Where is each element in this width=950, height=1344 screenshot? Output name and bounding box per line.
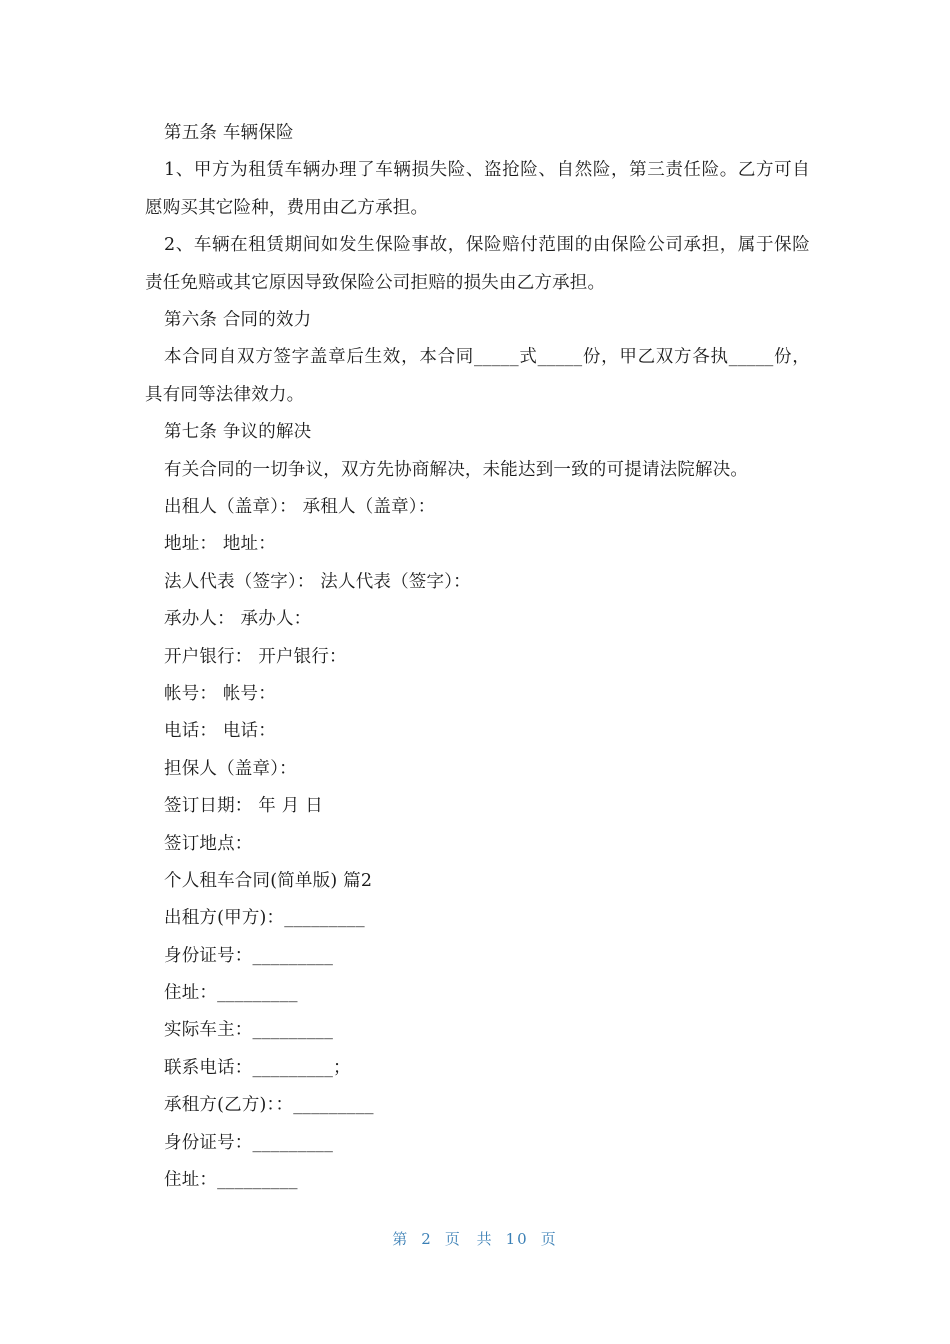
signature-account: 帐号： 帐号： (164, 683, 276, 704)
signature-phone: 电话： 电话： (164, 721, 276, 742)
article-5-heading: 第五条 车辆保险 (164, 123, 294, 143)
lessee-address-field: 住址：_________ (164, 1170, 298, 1191)
footer-total-pages: 10 (505, 1230, 529, 1248)
article-7-body: 有关合同的一切争议，双方先协商解决，未能达到一致的可提请法院解决。 (164, 459, 749, 480)
footer-current-page: 2 (421, 1230, 433, 1248)
footer-suffix: 页 (540, 1230, 558, 1248)
article-6-body: 本合同自双方签字盖章后生效，本合同_____式_____份，甲乙双方各执_____份，具有同等法律效力。 (145, 347, 810, 405)
signature-handler: 承办人： 承办人： (164, 609, 312, 630)
lessor-field: 出租方(甲方)：_________ (164, 908, 365, 929)
signature-date: 签订日期： 年 月 日 (164, 796, 323, 817)
document-body (145, 115, 810, 1199)
article-7-heading: 第七条 争议的解决 (164, 422, 312, 443)
lessee-field: 承租方(乙方)：：_________ (164, 1095, 374, 1116)
contract-2-title: 个人租车合同(简单版) 篇2 (164, 870, 373, 891)
article-5-clause-2: 2、车辆在租赁期间如发生保险事故，保险赔付范围的由保险公司承担，属于保险责任免赔或其它原因导致保险公司拒赔的损失由乙方承担。 (145, 235, 810, 293)
signature-bank: 开户银行： 开户银行： (164, 646, 347, 667)
signature-address: 地址： 地址： (164, 534, 276, 555)
footer-middle: 页 共 (444, 1230, 494, 1248)
signature-lessor-lessee: 出租人（盖章）： 承租人（盖章）： (164, 497, 436, 517)
lessee-id-field: 身份证号：_________ (164, 1132, 334, 1153)
signature-guarantor: 担保人（盖章）： (164, 758, 297, 779)
page-footer (0, 1228, 950, 1249)
footer-prefix: 第 (392, 1230, 410, 1248)
signature-legal-rep: 法人代表（签字）： 法人代表（签字）： (164, 571, 471, 592)
article-5-clause-1: 1、甲方为租赁车辆办理了车辆损失险、盗抢险、自然险，第三责任险。乙方可自愿购买其它险种，费用由乙方承担。 (145, 160, 810, 218)
article-6-heading: 第六条 合同的效力 (164, 310, 312, 331)
contact-phone-field: 联系电话：_________； (164, 1057, 351, 1078)
signature-place: 签订地点： (164, 833, 253, 854)
lessor-id-field: 身份证号：_________ (164, 945, 334, 966)
lessor-address-field: 住址：_________ (164, 983, 298, 1004)
actual-owner-field: 实际车主：_________ (164, 1020, 334, 1041)
